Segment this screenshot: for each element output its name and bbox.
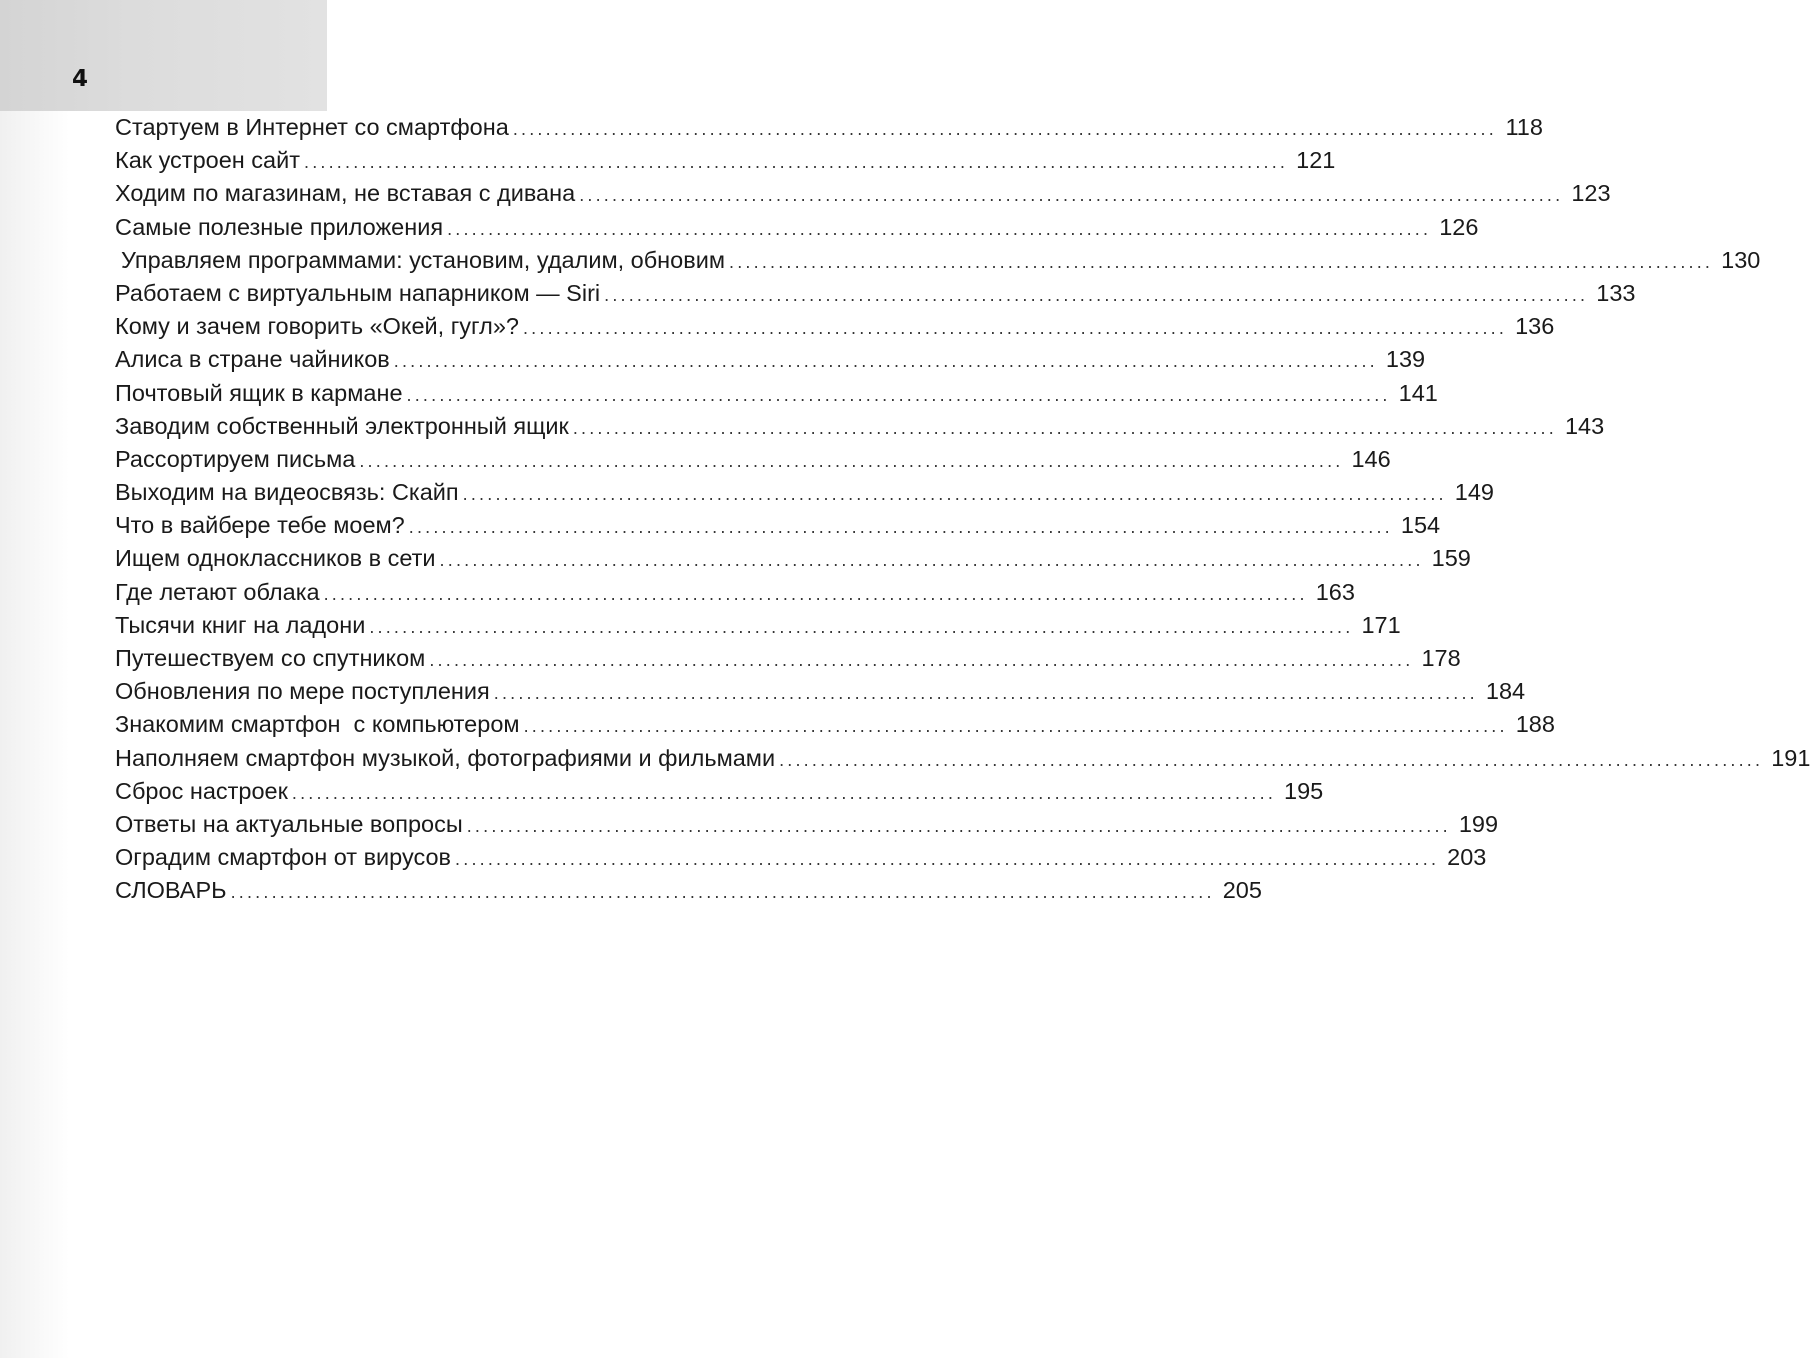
toc-entry[interactable]	[115, 443, 1391, 476]
toc-entry-title: Что в вайбере тебе моем?	[115, 512, 405, 539]
toc-entry-page: 199	[1458, 810, 1499, 837]
toc-entry-title: Управляем программами: установим, удалим, обновим	[121, 246, 726, 273]
toc-entry-page: 149	[1454, 479, 1494, 506]
toc-entry[interactable]	[115, 609, 1401, 642]
toc-dot-leader: ........................................................................................................................	[447, 218, 1432, 239]
toc-entry-page: 118	[1505, 114, 1543, 140]
toc-entry-page: 178	[1421, 645, 1461, 671]
toc-entry-page: 141	[1398, 379, 1438, 406]
toc-entry[interactable]	[115, 675, 1526, 708]
toc-entry-title: Заводим собственный электронный ящик	[115, 412, 569, 439]
toc-dot-leader: ........................................................................................................................	[230, 882, 1215, 903]
toc-entry-page: 143	[1564, 412, 1605, 439]
toc-dot-leader: ........................................................................................................................	[323, 583, 1308, 604]
toc-dot-leader: ........................................................................................................................	[462, 484, 1447, 505]
page-edge-shadow	[0, 0, 70, 1358]
toc-entry-title: Путешествуем со спутником	[115, 645, 426, 671]
toc-entry-page: 171	[1361, 611, 1401, 638]
toc-dot-leader: ........................................................................................................................	[493, 683, 1478, 704]
toc-dot-leader: ........................................................................................................................	[455, 849, 1440, 870]
toc-dot-leader: ........................................................................................................................	[393, 351, 1378, 372]
toc-entry[interactable]	[115, 808, 1499, 841]
toc-entry-page: 203	[1447, 844, 1487, 871]
toc-dot-leader: ........................................................................................................................	[779, 749, 1764, 770]
toc-dot-leader: ........................................................................................................................	[604, 284, 1589, 305]
toc-dot-leader: ........................................................................................................................	[359, 450, 1344, 471]
toc-dot-leader: ........................................................................................................................	[466, 815, 1451, 836]
toc-entry-page: 133	[1596, 279, 1636, 306]
toc-entry[interactable]	[115, 509, 1441, 542]
toc-entry-title: Где летают облака	[115, 578, 320, 605]
toc-entry[interactable]	[115, 244, 1761, 277]
toc-entry-title: Стартуем в Интернет со смартфона	[115, 114, 509, 140]
toc-entry-title: Рассортируем письма	[115, 445, 356, 472]
toc-entry-title: Ходим по магазинам, не вставая с дивана	[115, 180, 576, 207]
toc-dot-leader: ........................................................................................................................	[369, 616, 1354, 637]
toc-entry-title: СЛОВАРЬ	[115, 877, 227, 904]
toc-entry[interactable]	[115, 410, 1605, 443]
toc-entry-page: 159	[1431, 545, 1471, 572]
table-of-contents	[115, 111, 1810, 908]
toc-entry[interactable]	[115, 841, 1487, 874]
toc-dot-leader: ........................................................................................................................	[729, 251, 1714, 272]
toc-dot-leader: ........................................................................................................................	[512, 119, 1497, 139]
toc-entry-title: Сброс настроек	[115, 777, 288, 804]
toc-entry[interactable]	[115, 476, 1494, 509]
toc-entry-title: Работаем с виртуальным напарником — Siri	[115, 279, 601, 306]
toc-entry-page: 191	[1771, 744, 1810, 771]
toc-entry-title: Знакомим смартфон с компьютером	[115, 711, 520, 738]
header-block	[0, 0, 327, 111]
toc-entry-title: Алиса в стране чайников	[115, 346, 390, 373]
toc-entry-title: Почтовый ящик в кармане	[115, 379, 403, 406]
toc-entry-page: 130	[1721, 246, 1761, 273]
toc-dot-leader: ........................................................................................................................	[522, 318, 1508, 339]
toc-entry-page: 195	[1284, 777, 1324, 804]
toc-entry-title: Оградим смартфон от вирусов	[115, 844, 452, 871]
toc-entry-title: Как устроен сайт	[115, 147, 300, 174]
toc-entry-title: Обновления по мере поступления	[115, 678, 490, 705]
toc-entry[interactable]	[115, 708, 1555, 741]
toc-dot-leader: ........................................................................................................................	[439, 550, 1424, 571]
toc-entry[interactable]	[115, 377, 1438, 410]
toc-entry[interactable]	[115, 144, 1336, 177]
toc-entry-page: 139	[1385, 346, 1426, 373]
toc-entry[interactable]	[115, 211, 1479, 244]
toc-entry-page: 126	[1439, 213, 1479, 240]
toc-entry[interactable]	[115, 310, 1555, 343]
toc-entry-page: 205	[1222, 877, 1262, 904]
toc-entry-page: 154	[1400, 512, 1441, 539]
toc-entry-title: Ищем одноклассников в сети	[115, 545, 436, 572]
toc-entry[interactable]	[115, 542, 1471, 575]
toc-dot-leader: ........................................................................................................................	[523, 716, 1508, 737]
toc-entry[interactable]	[115, 177, 1611, 210]
toc-entry-page: 188	[1515, 711, 1555, 738]
toc-entry[interactable]	[115, 642, 1461, 675]
toc-entry-page: 123	[1571, 180, 1611, 207]
page-number: 4	[72, 66, 89, 92]
toc-dot-leader: ........................................................................................................................	[291, 782, 1277, 803]
toc-entry-title: Выходим на видеосвязь: Скайп	[115, 479, 459, 506]
toc-entry[interactable]	[115, 343, 1426, 376]
toc-entry-page: 163	[1315, 578, 1355, 605]
toc-entry-page: 146	[1351, 445, 1391, 472]
toc-entry-title: Кому и зачем говорить «Окей, гугл»?	[115, 313, 519, 340]
toc-dot-leader: ........................................................................................................................	[579, 185, 1564, 206]
toc-entry-page: 121	[1296, 147, 1336, 174]
toc-dot-leader: ........................................................................................................................	[304, 152, 1289, 173]
toc-entry[interactable]	[115, 277, 1636, 310]
toc-entry[interactable]	[115, 775, 1324, 808]
toc-dot-leader: ........................................................................................................................	[406, 384, 1391, 405]
toc-entry[interactable]	[115, 111, 1543, 144]
toc-entry[interactable]	[115, 576, 1355, 609]
toc-entry-page: 184	[1485, 678, 1526, 705]
toc-entry-page: 136	[1515, 313, 1555, 340]
toc-entry-title: Ответы на актуальные вопросы	[115, 810, 463, 837]
toc-dot-leader: ........................................................................................................................	[429, 650, 1414, 670]
toc-entry[interactable]	[115, 874, 1262, 907]
toc-entry[interactable]	[115, 742, 1810, 775]
toc-dot-leader: ........................................................................................................................	[572, 417, 1557, 438]
toc-entry-title: Самые полезные приложения	[115, 213, 444, 240]
toc-entry-title: Тысячи книг на ладони	[115, 611, 366, 638]
toc-dot-leader: ........................................................................................................................	[408, 517, 1393, 538]
toc-entry-title: Наполняем смартфон музыкой, фотографиями и фильмами	[115, 744, 776, 771]
